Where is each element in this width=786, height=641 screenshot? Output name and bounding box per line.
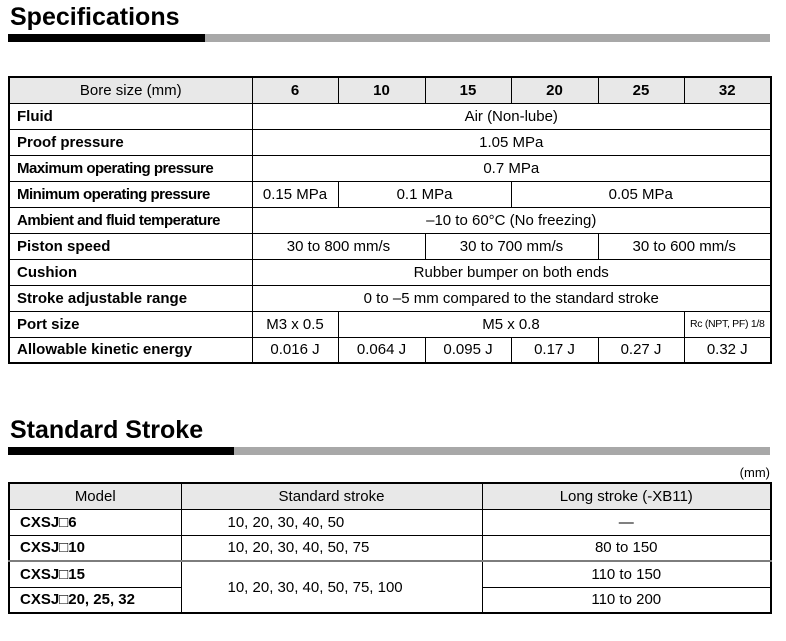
spec-row-label: Proof pressure	[9, 129, 252, 155]
spec-cell: 30 to 700 mm/s	[425, 233, 598, 259]
spec-row-fluid	[9, 103, 771, 129]
spec-row-label: Port size	[9, 311, 252, 337]
spec-cell: 0.064 J	[338, 337, 425, 363]
spec-cell: 0.1 MPa	[338, 181, 511, 207]
spec-header-col: 20	[511, 77, 598, 103]
stroke-header-model: Model	[9, 483, 181, 509]
spec-header-row	[9, 77, 771, 103]
spec-cell: Air (Non-lube)	[252, 103, 771, 129]
spec-row-piston-speed	[9, 233, 771, 259]
spec-cell: 0.17 J	[511, 337, 598, 363]
spec-row-min-pressure	[9, 181, 771, 207]
stroke-header-row	[9, 483, 771, 509]
spec-header-col: 6	[252, 77, 338, 103]
spec-row-max-pressure	[9, 155, 771, 181]
spec-cell: 0.27 J	[598, 337, 684, 363]
unit-note-mm: (mm)	[739, 465, 770, 480]
spec-header-label: Bore size (mm)	[9, 77, 252, 103]
specifications-table	[8, 76, 772, 364]
stroke-header-standard: Standard stroke	[181, 483, 482, 509]
rule-black-segment	[8, 447, 234, 455]
model-cell: CXSJ□10	[9, 535, 181, 561]
spec-row-label: Ambient and fluid temperature	[9, 207, 252, 233]
long-stroke-cell: 80 to 150	[482, 535, 771, 561]
spec-row-label: Maximum operating pressure	[9, 155, 252, 181]
spec-cell: 30 to 800 mm/s	[252, 233, 425, 259]
standard-stroke-title-rule	[8, 447, 770, 455]
model-cell: CXSJ□20, 25, 32	[9, 587, 181, 613]
spec-cell: 1.05 MPa	[252, 129, 771, 155]
spec-cell: 0.7 MPa	[252, 155, 771, 181]
spec-cell: 0.15 MPa	[252, 181, 338, 207]
stroke-row-cxsj10	[9, 535, 771, 561]
spec-row-cushion	[9, 259, 771, 285]
spec-cell: M5 x 0.8	[338, 311, 684, 337]
spec-cell: 0.016 J	[252, 337, 338, 363]
spec-row-temperature	[9, 207, 771, 233]
standard-stroke-cell: 10, 20, 30, 40, 50, 75	[181, 535, 482, 561]
spec-header-col: 15	[425, 77, 511, 103]
standard-stroke-title: Standard Stroke	[10, 416, 204, 444]
standard-stroke-cell: 10, 20, 30, 40, 50	[181, 509, 482, 535]
spec-cell: 30 to 600 mm/s	[598, 233, 771, 259]
stroke-row-cxsj6	[9, 509, 771, 535]
stroke-row-cxsj15	[9, 561, 771, 587]
spec-row-label: Stroke adjustable range	[9, 285, 252, 311]
spec-header-col: 25	[598, 77, 684, 103]
spec-cell: 0 to –5 mm compared to the standard stroke	[252, 285, 771, 311]
spec-cell: 0.32 J	[684, 337, 771, 363]
long-stroke-cell: 110 to 200	[482, 587, 771, 613]
spec-row-label: Cushion	[9, 259, 252, 285]
standard-stroke-cell: 10, 20, 30, 40, 50, 75, 100	[181, 561, 482, 613]
spec-row-label: Minimum operating pressure	[9, 181, 252, 207]
spec-cell: 0.05 MPa	[511, 181, 771, 207]
model-cell: CXSJ□15	[9, 561, 181, 587]
spec-row-port-size	[9, 311, 771, 337]
rule-black-segment	[8, 34, 205, 42]
long-stroke-cell: 110 to 150	[482, 561, 771, 587]
spec-cell: –10 to 60°C (No freezing)	[252, 207, 771, 233]
spec-cell: Rc (NPT, PF) 1/8	[684, 311, 771, 337]
long-stroke-cell: —	[482, 509, 771, 535]
spec-row-label: Fluid	[9, 103, 252, 129]
spec-row-stroke-adjustable	[9, 285, 771, 311]
spec-row-label: Allowable kinetic energy	[9, 337, 252, 363]
stroke-header-long: Long stroke (-XB11)	[482, 483, 771, 509]
spec-cell: Rubber bumper on both ends	[252, 259, 771, 285]
spec-cell: M3 x 0.5	[252, 311, 338, 337]
spec-header-col: 32	[684, 77, 771, 103]
specifications-title: Specifications	[10, 3, 180, 31]
spec-row-kinetic-energy	[9, 337, 771, 363]
spec-cell: 0.095 J	[425, 337, 511, 363]
model-cell: CXSJ□6	[9, 509, 181, 535]
specifications-title-rule	[8, 34, 770, 42]
spec-header-col: 10	[338, 77, 425, 103]
spec-row-proof-pressure	[9, 129, 771, 155]
spec-row-label: Piston speed	[9, 233, 252, 259]
standard-stroke-table	[8, 482, 772, 614]
